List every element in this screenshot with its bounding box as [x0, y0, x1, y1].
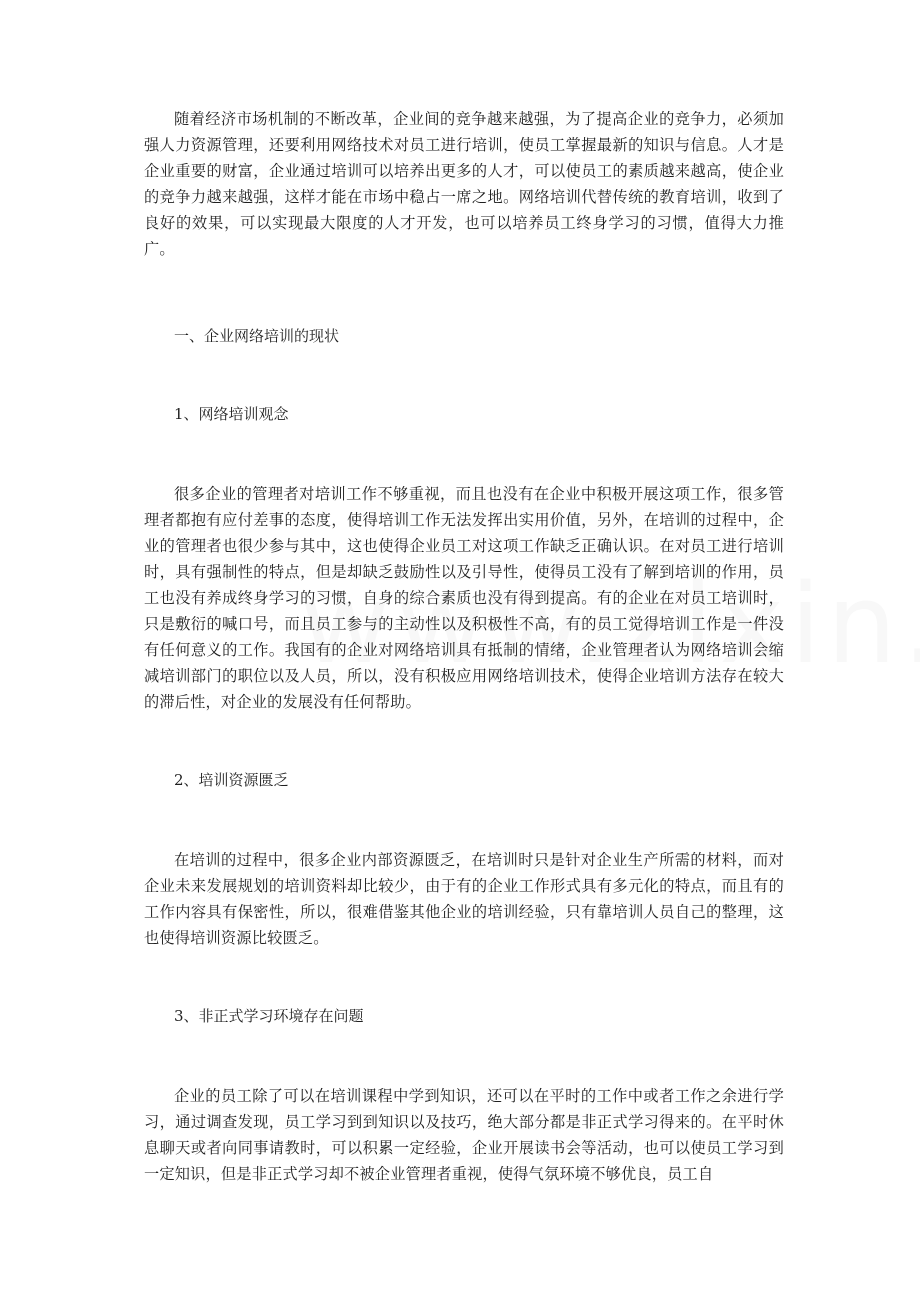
spacer: [144, 262, 784, 323]
spacer: [144, 427, 784, 481]
section-heading-1: 一、企业网络培训的现状: [174, 327, 340, 345]
subsection-body-1: 很多企业的管理者对培训工作不够重视，而且也没有在企业中积极开展这项工作，很多管理者都抱有应付差事的态度，使得培训工作无法发挥出实用价值，另外，在培训的过程中，企业的管理者也很少参与其中，这也使得企业员工对这项工作缺乏正确认识。在对员工进行培训时，具有强制性的特点，但是却缺乏鼓励性以及引导性，使得员工没有了解到培训的作用，员工也没有养成终身学习的习惯，自身的综合素质也没有得到提高。有的企业在对员工培训时，只是敷衍的喊口号，而且员工参与的主动性以及积极性不高，有的员工觉得培训工作是一件没有任何意义的工作。我国有的企业对网络培训具有抵制的情绪，企业管理者认为网络培训会缩减培训部门的职位以及人员，所以，没有积极应用网络培训技术，使得企业培训方法存在较大的滞后性，对企业的发展没有任何帮助。: [144, 485, 784, 711]
subsection-body-3: 企业的员工除了可以在培训课程中学到知识，还可以在平时的工作中或者工作之余进行学习，通过调查发现，员工学习到到知识以及技巧，绝大部分都是非正式学习得来的。在平时休息聊天或者向同事请教时，可以积累一定经验，企业开展读书会等活动，也可以使员工学习到一定知识，但是非正式学习却不被企业管理者重视，使得气氛环境不够优良，员工自: [144, 1087, 784, 1183]
spacer: [144, 1029, 784, 1083]
document-page: [144, 106, 784, 1187]
subsection-heading-1: 1、网络培训观念: [174, 405, 289, 423]
spacer: [144, 715, 784, 767]
subsection-heading-3: 3、非正式学习环境存在问题: [174, 1007, 364, 1025]
subsection-heading-2: 2、培训资源匮乏: [174, 771, 289, 789]
subsection-body-2: 在培训的过程中，很多企业内部资源匮乏，在培训时只是针对企业生产所需的材料，而对企业未来发展规划的培训资料却比较少，由于有的企业工作形式具有多元化的特点，而且有的工作内容具有保密性，所以，很难借鉴其他企业的培训经验，只有靠培训人员自己的整理，这也使得培训资源比较匮乏。: [144, 851, 784, 947]
spacer: [144, 793, 784, 847]
spacer: [144, 951, 784, 1003]
spacer: [144, 349, 784, 401]
intro-paragraph: 随着经济市场机制的不断改革，企业间的竞争越来越强，为了提高企业的竞争力，必须加强人力资源管理，还要利用网络技术对员工进行培训，使员工掌握最新的知识与信息。人才是企业重要的财富，企业通过培训可以培养出更多的人才，可以使员工的素质越来越高，使企业的竞争力越来越强，这样才能在市场中稳占一席之地。网络培训代替传统的教育培训，收到了良好的效果，可以实现最大限度的人才开发，也可以培养员工终身学习的习惯，值得大力推广。: [144, 110, 784, 258]
